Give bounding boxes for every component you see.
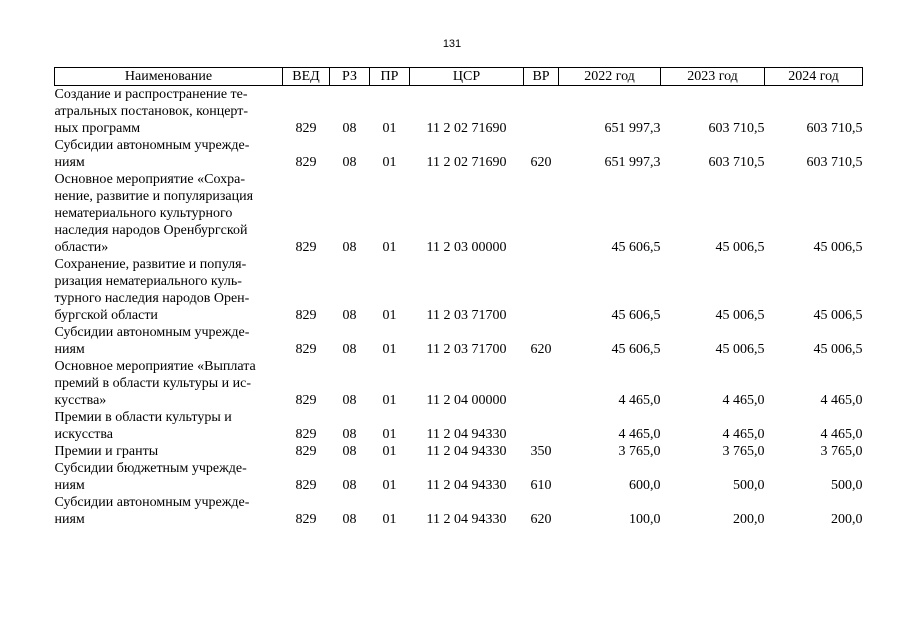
cell-2023: 4 465,0 [722,393,765,408]
cell-2023: 603 710,5 [708,155,765,170]
cell-vr [524,256,559,324]
table-row [55,494,863,528]
cell-rz: 08 [342,427,357,442]
cell-name-line: ных программ [54,121,141,136]
cell-name-line: ризация нематериального куль- [54,274,242,289]
cell-name [55,358,283,409]
cell-name [55,256,283,324]
page-number: 131 [442,38,462,50]
header-2024: 2024 год [765,68,863,86]
cell-rz: 08 [342,240,357,255]
budget-table [54,67,863,528]
cell-csr: 11 2 02 71690 [426,121,507,136]
cell-name-line: Основное мероприятие «Выплата [54,359,256,374]
cell-name-line: ниям [54,478,85,493]
cell-2022: 45 606,5 [611,308,661,323]
cell-2023: 603 710,5 [708,121,765,136]
cell-rz: 08 [342,393,357,408]
cell-name-line: Сохранение, развитие и популя- [54,257,247,272]
table-body [55,86,863,529]
cell-name-line: наследия народов Оренбургской [54,223,248,238]
cell-2023: 45 006,5 [715,308,765,323]
cell-name [55,86,283,138]
cell-2023: 3 765,0 [722,444,765,459]
cell-name-line: кусства» [54,393,107,408]
table-header-row [55,68,863,86]
cell-2024: 4 465,0 [820,393,863,408]
cell-name-line: нение, развитие и популяризация [54,189,254,204]
cell-pr: 01 [382,121,397,136]
cell-name-line: нематериального культурного [54,206,233,221]
header-pr: ПР [370,68,410,86]
cell-rz: 08 [342,155,357,170]
table-row [55,171,863,256]
cell-2023: 200,0 [733,512,765,527]
header-vr: ВР [524,68,559,86]
cell-csr: 11 2 04 00000 [426,393,507,408]
cell-2022: 100,0 [629,512,661,527]
cell-pr: 01 [382,478,397,493]
cell-name [55,171,283,256]
table-row [55,86,863,138]
cell-name [55,443,283,460]
table-row [55,358,863,409]
cell-name-line: ниям [54,512,85,527]
cell-2024: 200,0 [831,512,863,527]
cell-ved: 829 [295,155,317,170]
cell-name-line: премий в области культуры и ис- [54,376,251,391]
cell-ved: 829 [295,512,317,527]
cell-name-line: ниям [54,342,85,357]
cell-2024: 45 006,5 [813,308,863,323]
cell-name-line: Субсидии автономным учрежде- [54,495,250,510]
cell-name-line: Основное мероприятие «Сохра- [54,172,245,187]
cell-csr: 11 2 04 94330 [426,512,507,527]
cell-name [55,460,283,494]
cell-pr: 01 [382,512,397,527]
cell-vr: 610 [530,478,552,493]
cell-ved: 829 [295,478,317,493]
cell-2024: 603 710,5 [806,155,863,170]
cell-2024: 500,0 [831,478,863,493]
cell-name-line: Премии и гранты [54,444,159,459]
cell-2022: 651 997,3 [604,121,661,136]
cell-name [55,324,283,358]
cell-pr: 01 [382,155,397,170]
header-2023: 2023 год [661,68,765,86]
cell-name [55,494,283,528]
table-row [55,256,863,324]
header-ved: ВЕД [283,68,330,86]
cell-2024: 45 006,5 [813,240,863,255]
cell-csr: 11 2 03 00000 [426,240,507,255]
cell-ved: 829 [295,121,317,136]
header-2022: 2022 год [559,68,661,86]
cell-name [55,137,283,171]
cell-2023: 4 465,0 [722,427,765,442]
cell-vr [524,171,559,256]
cell-name-line: области» [54,240,109,255]
cell-2022: 4 465,0 [618,427,661,442]
cell-2023: 45 006,5 [715,240,765,255]
cell-vr: 620 [530,512,552,527]
cell-csr: 11 2 03 71700 [426,342,507,357]
cell-2023: 500,0 [733,478,765,493]
cell-2022: 3 765,0 [618,444,661,459]
cell-name-line: Премии в области культуры и [54,410,232,425]
cell-2022: 4 465,0 [618,393,661,408]
cell-pr: 01 [382,240,397,255]
cell-vr: 620 [530,155,552,170]
cell-rz: 08 [342,121,357,136]
cell-csr: 11 2 04 94330 [426,478,507,493]
header-rz: РЗ [330,68,370,86]
cell-vr [524,86,559,138]
cell-2023: 45 006,5 [715,342,765,357]
cell-rz: 08 [342,478,357,493]
cell-csr: 11 2 04 94330 [426,444,507,459]
cell-2024: 4 465,0 [820,427,863,442]
cell-2024: 603 710,5 [806,121,863,136]
cell-2022: 45 606,5 [611,342,661,357]
cell-name-line: турного наследия народов Орен- [54,291,250,306]
cell-ved: 829 [295,393,317,408]
cell-rz: 08 [342,512,357,527]
cell-ved: 829 [295,427,317,442]
table-row [55,137,863,171]
table-row [55,409,863,443]
cell-ved: 829 [295,308,317,323]
table-row [55,443,863,460]
cell-2022: 600,0 [629,478,661,493]
table-row [55,460,863,494]
cell-pr: 01 [382,342,397,357]
cell-2022: 45 606,5 [611,240,661,255]
cell-ved: 829 [295,342,317,357]
cell-pr: 01 [382,393,397,408]
cell-rz: 08 [342,308,357,323]
cell-vr: 620 [530,342,552,357]
cell-name-line: Создание и распространение те- [54,87,248,102]
cell-vr [524,358,559,409]
cell-csr: 11 2 04 94330 [426,427,507,442]
cell-name-line: Субсидии автономным учрежде- [54,325,250,340]
cell-rz: 08 [342,444,357,459]
cell-pr: 01 [382,427,397,442]
cell-csr: 11 2 02 71690 [426,155,507,170]
cell-name-line: атральных постановок, концерт- [54,104,248,119]
cell-ved: 829 [295,444,317,459]
cell-name [55,409,283,443]
cell-name-line: Субсидии бюджетным учрежде- [54,461,247,476]
cell-name-line: бургской области [54,308,158,323]
header-name: Наименование [55,68,283,86]
cell-pr: 01 [382,308,397,323]
cell-pr: 01 [382,444,397,459]
cell-2024: 3 765,0 [820,444,863,459]
cell-name-line: Субсидии автономным учрежде- [54,138,250,153]
cell-2024: 45 006,5 [813,342,863,357]
cell-rz: 08 [342,342,357,357]
cell-name-line: ниям [54,155,85,170]
cell-vr: 350 [530,444,552,459]
header-csr: ЦСР [410,68,524,86]
cell-ved: 829 [295,240,317,255]
table-row [55,324,863,358]
cell-vr [524,409,559,443]
cell-csr: 11 2 03 71700 [426,308,507,323]
cell-name-line: искусства [54,427,113,442]
cell-2022: 651 997,3 [604,155,661,170]
